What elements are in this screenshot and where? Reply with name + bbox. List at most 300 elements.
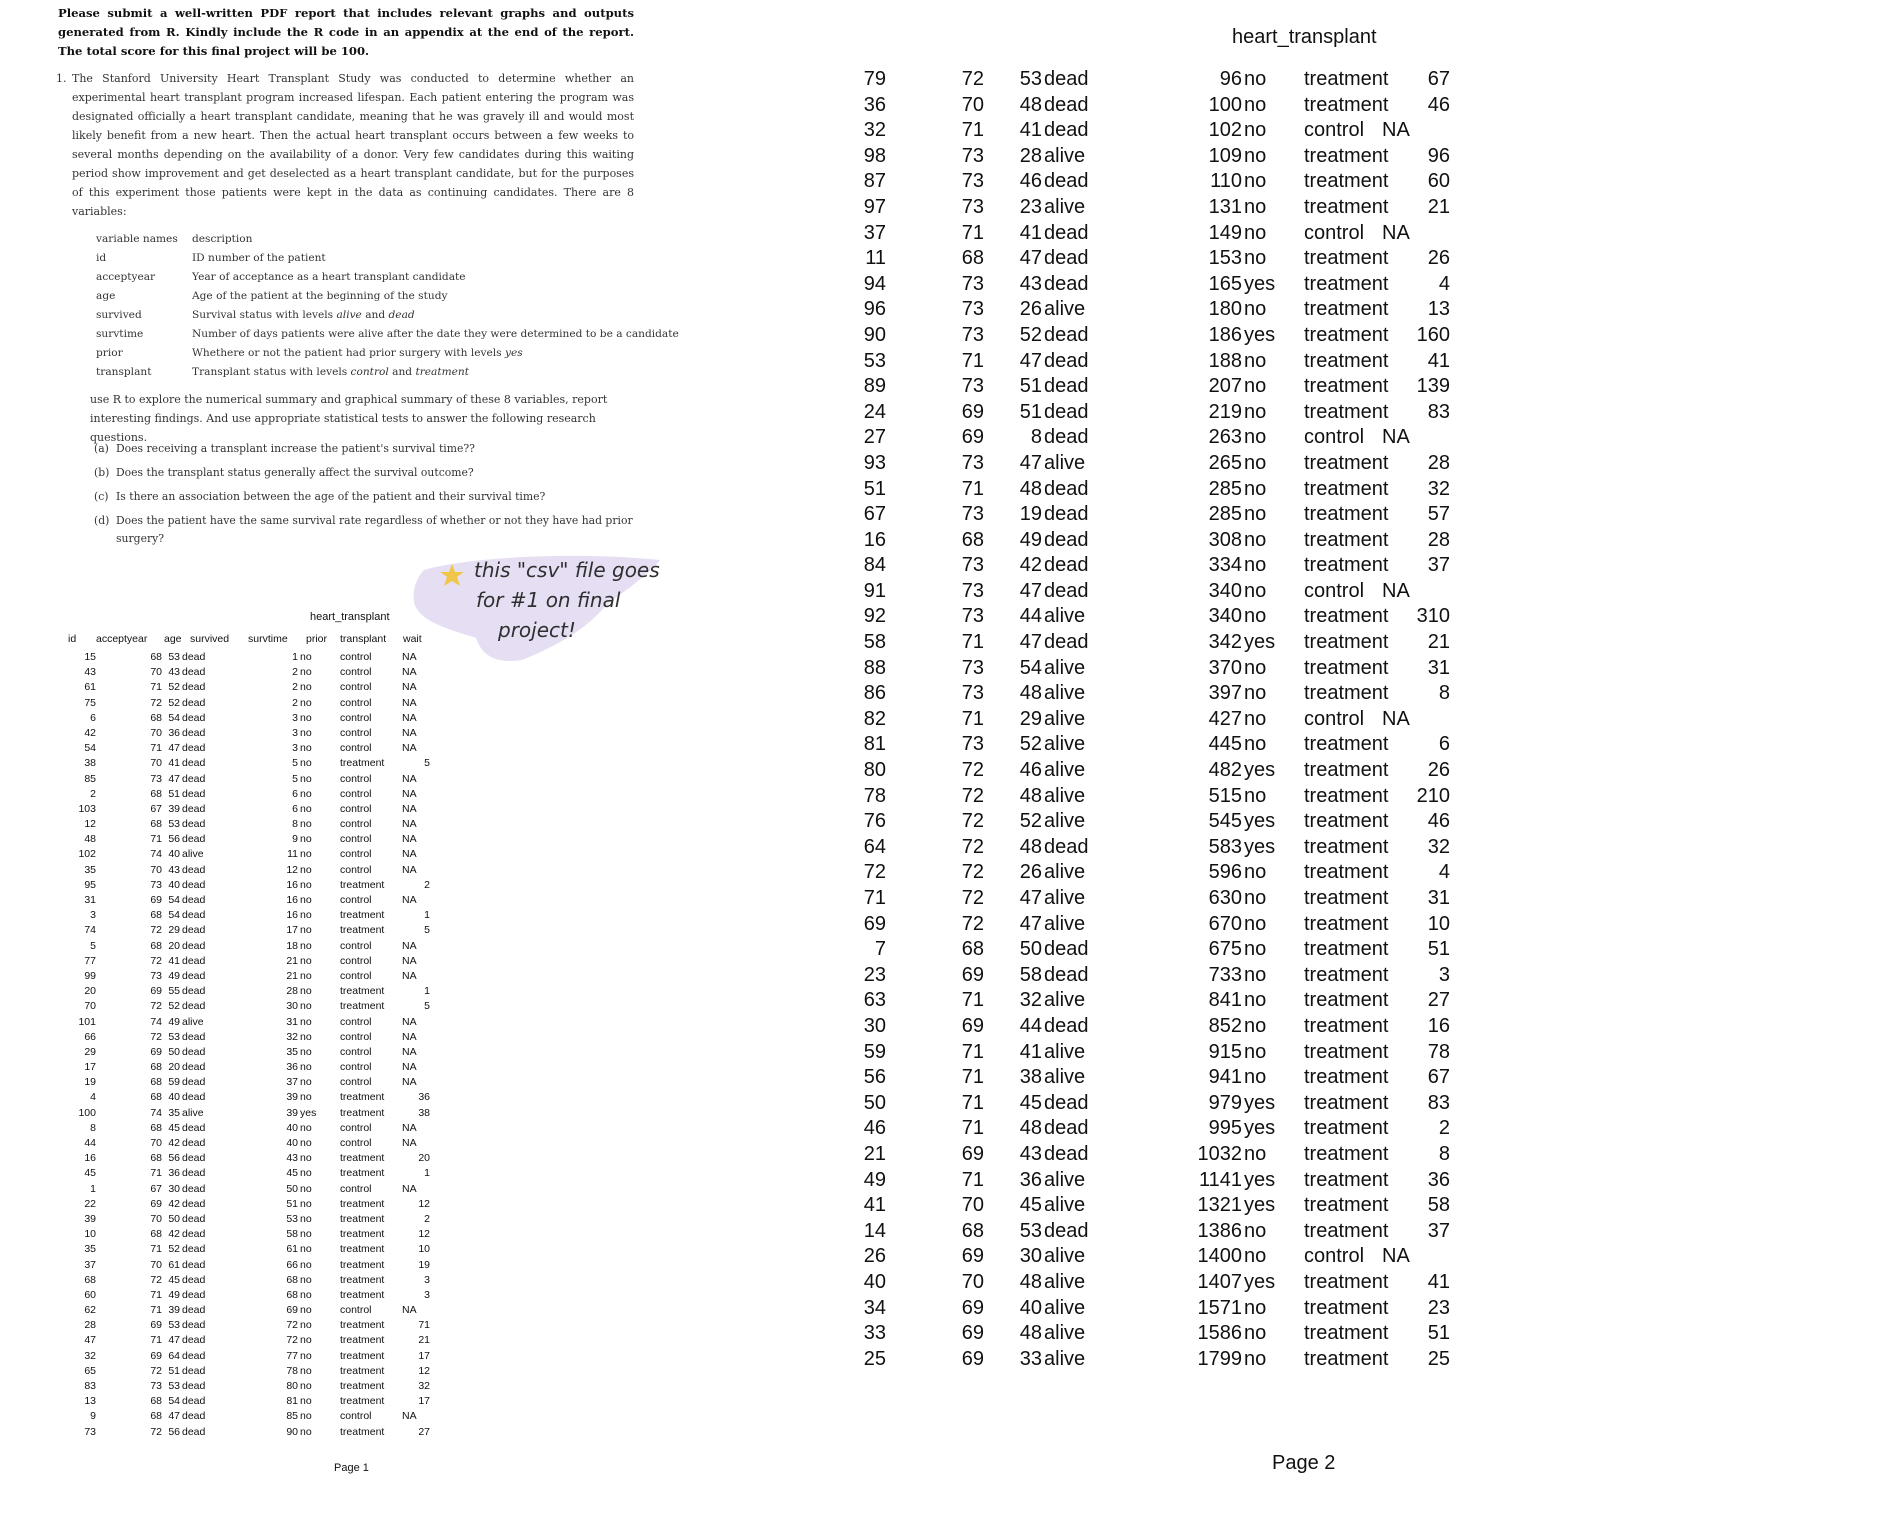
table-row — [830, 553, 1882, 579]
table-cell: NA — [402, 1304, 417, 1317]
table-cell: 6 — [292, 802, 298, 815]
table-cell: treatment — [1304, 195, 1389, 218]
table-cell: 52 — [168, 696, 180, 709]
table-cell: 32 — [84, 1349, 96, 1362]
table-cell: 69 — [150, 1319, 162, 1332]
table-cell: 49 — [168, 969, 180, 982]
table-cell: treatment — [340, 909, 385, 922]
table-cell: 16 — [286, 894, 298, 906]
table-cell: treatment — [1304, 861, 1389, 884]
table-cell: NA — [1382, 221, 1410, 244]
table-cell: dead — [1044, 93, 1089, 116]
table-cell: no — [1244, 554, 1267, 577]
table-cell: no — [300, 924, 312, 937]
table-cell: dead — [182, 772, 206, 785]
table-cell: 3 — [90, 909, 96, 922]
table-cell: 51 — [168, 787, 180, 800]
table-cell: 70 — [150, 726, 162, 739]
table-cell: treatment — [1304, 375, 1389, 398]
table-row — [830, 1040, 1882, 1066]
table-cell: 19 — [418, 1258, 430, 1271]
table-cell: 28 — [1019, 144, 1042, 167]
table-row — [0, 1060, 460, 1075]
table-cell: 68 — [150, 787, 162, 800]
table-cell: 74 — [84, 924, 96, 937]
table-row — [0, 1045, 460, 1060]
table-cell: 3 — [292, 711, 298, 724]
table-cell: NA — [402, 787, 417, 800]
table-cell: NA — [1382, 426, 1410, 449]
variable-row — [96, 268, 716, 287]
table-row — [0, 726, 460, 741]
table-row — [0, 893, 460, 908]
table-cell: no — [1244, 349, 1267, 372]
table-cell: 334 — [1208, 554, 1242, 577]
table-cell: no — [300, 863, 312, 876]
table-cell: 90 — [286, 1425, 298, 1438]
table-cell: yes — [1244, 1270, 1276, 1293]
table-cell: 26 — [1427, 759, 1450, 782]
table-cell: treatment — [1304, 1296, 1389, 1319]
table-cell: 70 — [150, 757, 162, 770]
table-cell: dead — [182, 742, 206, 755]
table-cell: no — [1244, 1296, 1267, 1319]
table-cell: dead — [182, 1152, 206, 1165]
table-cell: no — [300, 1212, 312, 1225]
table-cell: 54 — [168, 1395, 180, 1408]
table-cell: dead — [182, 651, 206, 663]
table-row — [0, 1258, 460, 1273]
table-row — [830, 1244, 1882, 1270]
variable-name: prior — [96, 347, 123, 359]
table-cell: 69 — [961, 963, 984, 986]
table-cell: 53 — [168, 1030, 180, 1043]
table-cell: dead — [182, 1091, 206, 1104]
table-cell: treatment — [1304, 656, 1389, 679]
table-cell: 71 — [150, 1334, 162, 1347]
table-cell: 73 — [961, 605, 984, 628]
table-row — [830, 195, 1882, 221]
table-cell: 72 — [286, 1334, 298, 1347]
table-cell: 69 — [961, 1014, 984, 1037]
table-cell: 49 — [168, 1288, 180, 1301]
table-cell: 21 — [286, 969, 298, 982]
table-cell: 42 — [168, 1137, 180, 1149]
table-cell: 68 — [150, 818, 162, 831]
column-header: acceptyear — [96, 633, 148, 645]
table-row — [830, 835, 1882, 861]
table-cell: 852 — [1208, 1014, 1242, 1037]
table-row — [830, 118, 1882, 144]
variable-description-text: Whethere or not the patient had prior surgery with levels — [192, 347, 502, 359]
table-cell: 69 — [150, 985, 162, 998]
table-cell: 37 — [1427, 1219, 1450, 1242]
table-cell: 72 — [961, 759, 984, 782]
table-cell: treatment — [1304, 93, 1389, 116]
table-cell: 83 — [1427, 1091, 1450, 1114]
table-page-1 — [0, 650, 460, 1440]
table-cell: dead — [182, 1228, 206, 1241]
table-cell: treatment — [1304, 682, 1389, 705]
table-cell: 37 — [84, 1258, 96, 1271]
table-cell: 50 — [168, 1212, 180, 1225]
table-cell: alive — [1044, 1347, 1086, 1370]
table-cell: 165 — [1208, 272, 1242, 295]
table-row — [0, 908, 460, 923]
table-cell: alive — [1044, 1322, 1086, 1345]
table-cell: 101 — [78, 1015, 96, 1028]
table-cell: NA — [402, 742, 417, 755]
table-cell: dead — [182, 1121, 206, 1134]
table-cell: 2 — [292, 696, 298, 709]
table-cell: treatment — [1304, 554, 1389, 577]
question-body: Does receiving a transplant increase the patient's survival time?? — [116, 442, 475, 455]
table-cell: control — [340, 666, 372, 679]
table-row — [0, 1303, 460, 1318]
table-cell: dead — [182, 954, 206, 967]
table-row — [0, 832, 460, 847]
table-cell: 19 — [1019, 503, 1042, 526]
table-cell: dead — [1044, 631, 1089, 654]
table-cell: NA — [1382, 119, 1410, 142]
table-row — [830, 349, 1882, 375]
variable-name: age — [96, 290, 116, 302]
table-cell: 15 — [84, 651, 96, 663]
question-body: Does the patient have the same survival rate regardless of whether or not they have had prior surgery? — [116, 514, 633, 545]
table-cell: dead — [1044, 426, 1089, 449]
table-cell: no — [1244, 1014, 1267, 1037]
table-cell: no — [1244, 682, 1267, 705]
table-cell: 45 — [84, 1167, 96, 1180]
table-cell: 84 — [863, 554, 886, 577]
table-row — [0, 1136, 460, 1151]
table-cell: no — [300, 757, 312, 770]
variable-level: dead — [388, 309, 415, 321]
table-cell: dead — [182, 1212, 206, 1225]
table-cell: 47 — [168, 1334, 180, 1347]
table-cell: 71 — [961, 119, 984, 142]
table-cell: alive — [1044, 144, 1086, 167]
table-cell: 482 — [1208, 759, 1242, 782]
table-cell: control — [1304, 579, 1365, 602]
table-row — [0, 817, 460, 832]
table-cell: treatment — [340, 1228, 385, 1241]
table-cell: 31 — [84, 894, 96, 906]
table-cell: 24 — [863, 400, 886, 423]
table-cell: 340 — [1208, 605, 1242, 628]
table-cell: 72 — [961, 861, 984, 884]
table-cell: no — [300, 681, 312, 694]
table-cell: 17 — [84, 1061, 96, 1074]
table-cell: 32 — [418, 1380, 430, 1392]
table-cell: 4 — [1438, 272, 1450, 295]
table-cell: no — [1244, 1040, 1267, 1063]
table-cell: control — [340, 863, 372, 876]
table-cell: 370 — [1208, 656, 1242, 679]
table-cell: 207 — [1208, 375, 1242, 398]
table-cell: 26 — [1019, 861, 1042, 884]
table-cell: no — [300, 772, 312, 785]
table-cell: 68 — [150, 1152, 162, 1165]
table-cell: 48 — [1019, 1117, 1042, 1140]
table-cell: no — [300, 969, 312, 982]
table-row — [0, 939, 460, 954]
table-cell: no — [300, 1137, 312, 1149]
table-cell: 48 — [1019, 835, 1042, 858]
table-row — [830, 144, 1882, 170]
table-cell: 12 — [418, 1228, 430, 1241]
table-cell: 1407 — [1197, 1270, 1242, 1293]
table-cell: no — [300, 1349, 312, 1362]
table-cell: dead — [182, 787, 206, 800]
table-cell: 21 — [286, 954, 298, 967]
variable-row — [96, 363, 716, 382]
table-cell: 6 — [90, 711, 96, 724]
table-cell: dead — [182, 878, 206, 891]
table-cell: dead — [1044, 503, 1089, 526]
table-cell: 8 — [1438, 682, 1450, 705]
table-cell: 61 — [286, 1243, 298, 1256]
table-cell: 81 — [863, 733, 886, 756]
table-cell: dead — [182, 681, 206, 694]
table-cell: dead — [182, 1000, 206, 1013]
table-cell: dead — [182, 802, 206, 815]
table-row — [830, 758, 1882, 784]
variables-header — [96, 230, 716, 249]
table-cell: 995 — [1208, 1117, 1242, 1140]
table-cell: treatment — [1304, 810, 1389, 833]
question-body: Is there an association between the age of the patient and their survival time? — [116, 490, 546, 503]
table-cell: alive — [1044, 195, 1086, 218]
table-cell: treatment — [1304, 1117, 1389, 1140]
table-cell: 67 — [1427, 1066, 1450, 1089]
variable-row — [96, 306, 716, 325]
table-row — [830, 272, 1882, 298]
table-cell: treatment — [1304, 835, 1389, 858]
table-row — [830, 937, 1882, 963]
table-cell: 30 — [168, 1182, 180, 1195]
table-cell: NA — [402, 1015, 417, 1028]
table-cell: 67 — [863, 503, 886, 526]
table-row — [830, 912, 1882, 938]
table-cell: 1141 — [1198, 1168, 1242, 1191]
table-row — [830, 477, 1882, 503]
table-cell: 20 — [84, 985, 96, 998]
table-cell: dead — [182, 969, 206, 982]
table-cell: 73 — [961, 451, 984, 474]
table-cell: 70 — [961, 1194, 984, 1217]
table-cell: 5 — [424, 1000, 430, 1013]
table-cell: 61 — [84, 681, 96, 694]
table-cell: 96 — [1219, 68, 1242, 90]
table-row — [0, 923, 460, 938]
table-cell: 60 — [84, 1288, 96, 1301]
table-row — [0, 878, 460, 893]
variable-name: id — [96, 252, 107, 264]
table-cell: treatment — [1304, 1091, 1389, 1114]
table-cell: 265 — [1208, 451, 1242, 474]
table-cell: 23 — [1019, 195, 1042, 218]
table-cell: no — [1244, 221, 1267, 244]
table-row — [0, 772, 460, 787]
table-cell: 41 — [1427, 1270, 1450, 1293]
table-cell: 52 — [1019, 810, 1042, 833]
table-cell: 72 — [150, 696, 162, 709]
table-cell: dead — [182, 1258, 206, 1271]
table-cell: no — [300, 1197, 312, 1210]
table-cell: 45 — [1019, 1091, 1042, 1114]
table-cell: treatment — [1304, 298, 1389, 321]
table-cell: 941 — [1208, 1066, 1242, 1089]
table-cell: 32 — [863, 119, 886, 142]
table-cell: 32 — [286, 1030, 298, 1043]
table-cell: alive — [1044, 1168, 1086, 1191]
column-header: survtime — [248, 633, 288, 645]
table-cell: 1400 — [1197, 1245, 1242, 1268]
table-cell: dead — [182, 1334, 206, 1347]
table-cell: 73 — [84, 1425, 96, 1438]
table-row — [0, 1106, 460, 1121]
table-cell: dead — [182, 818, 206, 831]
table-cell: 36 — [168, 1167, 180, 1180]
table-cell: 5 — [424, 757, 430, 770]
table-cell: 180 — [1208, 298, 1242, 321]
table-cell: 54 — [168, 711, 180, 724]
column-header: survived — [190, 633, 230, 645]
table-row — [0, 1121, 460, 1136]
variables-table — [96, 230, 716, 382]
table-cell: 33 — [1019, 1347, 1042, 1370]
table-cell: 48 — [1019, 477, 1042, 500]
table-row — [0, 1379, 460, 1394]
table-cell: no — [300, 1152, 312, 1165]
table-cell: 73 — [961, 195, 984, 218]
table-cell: 109 — [1208, 144, 1242, 167]
table-cell: dead — [1044, 477, 1089, 500]
table-cell: 82 — [863, 707, 886, 730]
table-cell: 12 — [418, 1197, 430, 1210]
table-cell: 72 — [961, 835, 984, 858]
table-cell: 62 — [84, 1304, 96, 1317]
table-cell: no — [300, 985, 312, 998]
table-cell: treatment — [1304, 1142, 1389, 1165]
table-cell: no — [300, 894, 312, 906]
table-cell: 35 — [84, 863, 96, 876]
question-1 — [56, 69, 634, 221]
table-cell: alive — [182, 1015, 204, 1028]
table-cell: treatment — [340, 1197, 385, 1210]
table-cell: 73 — [961, 579, 984, 602]
table-cell: 46 — [1019, 170, 1042, 193]
table-cell: 44 — [1019, 1014, 1042, 1037]
table-cell: 69 — [961, 1142, 984, 1165]
variable-description — [192, 306, 415, 325]
table-cell: 42 — [168, 1197, 180, 1210]
table-cell: 139 — [1416, 375, 1450, 398]
table-cell: 70 — [961, 1270, 984, 1293]
variable-description — [192, 249, 326, 268]
table-cell: alive — [1044, 605, 1086, 628]
table-cell: 47 — [168, 1410, 180, 1423]
table-row — [0, 847, 460, 862]
table-cell: 39 — [168, 1304, 180, 1317]
table-cell: 72 — [150, 1425, 162, 1438]
table-cell: dead — [1044, 1117, 1089, 1140]
table-row — [0, 650, 460, 665]
table-cell: 48 — [1019, 682, 1042, 705]
table-cell: no — [1244, 195, 1267, 218]
table-cell: 53 — [1019, 68, 1042, 90]
table-cell: 38 — [418, 1106, 430, 1119]
table-cell: 10 — [418, 1243, 430, 1256]
table-cell: 67 — [150, 802, 162, 815]
table-row — [830, 451, 1882, 477]
table-cell: dead — [182, 1061, 206, 1074]
table-cell: 31 — [1427, 656, 1450, 679]
table-cell: 72 — [150, 1364, 162, 1377]
table-cell: dead — [1044, 221, 1089, 244]
table-cell: 97 — [863, 195, 886, 218]
table-cell: dead — [1044, 938, 1089, 961]
table-cell: 70 — [150, 1212, 162, 1225]
table-cell: dead — [182, 1182, 206, 1195]
table-cell: 70 — [150, 1137, 162, 1149]
table-cell: control — [340, 726, 372, 739]
table-cell: 13 — [84, 1395, 96, 1408]
table-cell: dead — [182, 1076, 206, 1089]
table-cell: dead — [1044, 963, 1089, 986]
table-cell: 69 — [961, 1322, 984, 1345]
table-cell: 41 — [168, 757, 180, 770]
table-cell: control — [340, 1030, 372, 1043]
table-cell: 69 — [863, 912, 886, 935]
table-cell: 100 — [1208, 93, 1242, 116]
table-row — [0, 1288, 460, 1303]
table-cell: dead — [1044, 1219, 1089, 1242]
table-cell: 16 — [1427, 1014, 1450, 1037]
table-cell: 9 — [90, 1410, 96, 1423]
table-cell: no — [300, 1076, 312, 1089]
table-cell: dead — [1044, 375, 1089, 398]
table-cell: 70 — [84, 1000, 96, 1013]
table-cell: dead — [182, 833, 206, 846]
table-cell: alive — [1044, 1296, 1086, 1319]
table-cell: dead — [182, 1197, 206, 1210]
table-cell: 36 — [1427, 1168, 1450, 1191]
table-cell: dead — [182, 939, 206, 952]
table-cell: 73 — [961, 144, 984, 167]
table-cell: dead — [1044, 68, 1089, 90]
table-cell: 51 — [863, 477, 886, 500]
table-cell: 103 — [78, 802, 96, 815]
table-cell: no — [300, 726, 312, 739]
table-cell: dead — [182, 711, 206, 724]
table-cell: no — [300, 1167, 312, 1180]
table-cell: no — [1244, 477, 1267, 500]
table-cell: 68 — [150, 909, 162, 922]
table-cell: 285 — [1208, 503, 1242, 526]
table-cell: 12 — [286, 863, 298, 876]
table-cell: control — [1304, 221, 1365, 244]
table-cell: dead — [1044, 528, 1089, 551]
table-cell: 71 — [961, 707, 984, 730]
variable-name: transplant — [96, 366, 152, 378]
table-cell: 71 — [150, 1243, 162, 1256]
table-cell: 1799 — [1197, 1347, 1242, 1370]
table-cell: control — [340, 894, 372, 906]
table-cell: 16 — [286, 909, 298, 922]
table-cell: no — [300, 1304, 312, 1317]
